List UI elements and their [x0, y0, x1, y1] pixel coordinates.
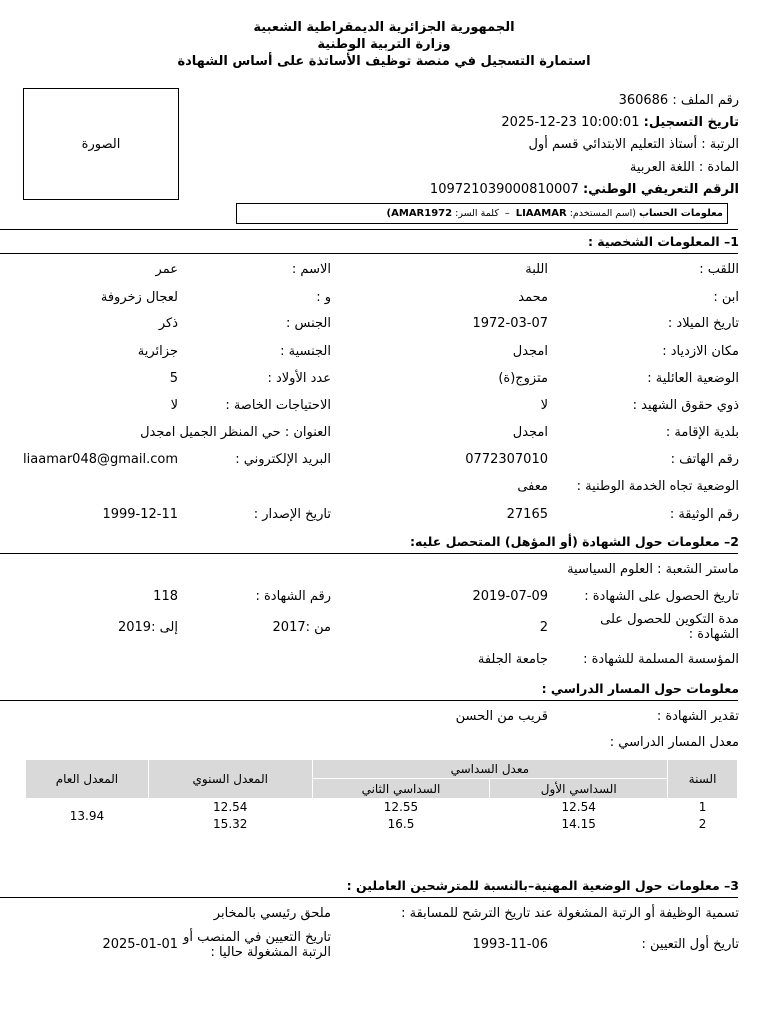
divider [0, 897, 738, 898]
semester2-cell: 12.55 [383, 800, 419, 815]
document-number-label: رقم الوثيقة : [669, 507, 739, 522]
special-needs-label: الاحتياجات الخاصة : [225, 398, 331, 413]
current-appointment-label [183, 930, 331, 960]
section2-title: 2– معلومات حول الشهادة (أو المؤهل) المتحصل عليه: [409, 534, 739, 549]
gender-value: ذكر [158, 316, 178, 331]
general-average-cell: 13.94 [69, 808, 105, 823]
subject-value: اللغة العربية [629, 160, 695, 175]
account-info-box [236, 203, 728, 224]
special-needs-value: لا [170, 398, 178, 413]
family-status-value: متزوج(ة) [498, 371, 548, 386]
divider [0, 253, 738, 254]
residence-label: بلدية الإقامة : [665, 425, 739, 440]
email-label: البريد الإلكتروني : [235, 452, 331, 467]
training-duration-label-line1: مدة التكوين للحصول على [600, 612, 739, 627]
current-appointment-label-line1: تاريخ التعيين في المنصب أو [183, 930, 331, 945]
year-cell: 1 [698, 800, 707, 815]
semester2-cell: 16.5 [387, 817, 415, 831]
address-label: العنوان : [284, 425, 331, 440]
training-duration-value: 2 [539, 620, 548, 635]
first-appointment-value: 1993-11-06 [472, 937, 548, 952]
table-row [26, 799, 738, 816]
photo-label: الصورة [81, 136, 121, 152]
military-service-value: معفى [517, 479, 548, 494]
file-number-label: رقم الملف : [672, 93, 739, 108]
path-average-label: معدل المسار الدراسي : [609, 735, 739, 750]
semester1-cell: 12.54 [561, 800, 596, 815]
form-title: استمارة التسجيل في منصة توظيف الأساتذة على أساس الشهادة [177, 54, 591, 69]
son-of-label: ابن : [713, 290, 739, 305]
divider [0, 553, 738, 554]
year-cell: 2 [698, 817, 707, 831]
job-title-label: تسمية الوظيفة أو الرتبة المشغولة عند تاريخ الترشح للمسابقة : [401, 906, 739, 921]
general-average-header: المعدل العام [26, 760, 149, 799]
nationality-label: الجنسية : [280, 344, 331, 359]
grades-table [25, 759, 738, 833]
username-value: LIAAMAR [515, 208, 567, 219]
address-row [140, 425, 331, 440]
and-label: و : [316, 290, 331, 305]
birthdate-label: تاريخ الميلاد : [667, 316, 739, 331]
obtain-date-value: 2019-07-09 [472, 589, 548, 604]
issue-date-value: 1999-12-11 [102, 507, 178, 522]
divider [0, 229, 738, 230]
martyr-rights-label: ذوي حقوق الشهيد : [632, 398, 739, 413]
subject-label: المادة : [694, 160, 739, 175]
registration-row [501, 115, 739, 130]
annual-cell: 12.54 [213, 800, 248, 815]
header-republic: الجمهورية الجزائرية الديمقراطية الشعبية [253, 20, 515, 35]
grade-value: قريب من الحسن [455, 709, 548, 724]
header-ministry: وزارة التربية الوطنية [317, 37, 451, 52]
file-number-row [619, 93, 739, 108]
current-appointment-label-line2: الرتبة المشغولة حاليا : [210, 945, 331, 960]
from-row [273, 620, 331, 635]
to-value: 2019 [117, 620, 152, 635]
annual-cell: 15.32 [213, 817, 248, 831]
annual-average-header: المعدل السنوي [148, 760, 312, 799]
martyr-rights-value: لا [540, 398, 548, 413]
firstname-value: عمر [155, 262, 178, 277]
divider [0, 700, 738, 701]
birthdate-value: 1972-03-07 [472, 316, 548, 331]
file-number-value: 360686 [618, 93, 669, 108]
job-title-value: ملحق رئيسي بالمخابر [213, 906, 331, 921]
rank-label: الرتبة : [697, 137, 739, 152]
lastname-label: اللقب : [699, 262, 739, 277]
obtain-date-label: تاريخ الحصول على الشهادة : [584, 589, 739, 604]
photo-box [23, 88, 179, 200]
academic-title: معلومات حول المسار الدراسي : [541, 681, 739, 696]
nin-value: 109721039000810007 [429, 182, 579, 197]
account-label: معلومات الحساب [638, 208, 723, 219]
lastname-value: اللبة [525, 262, 548, 277]
first-appointment-label: تاريخ أول التعيين : [641, 937, 739, 952]
institution-label: المؤسسة المسلمة للشهادة : [583, 652, 739, 667]
registration-value: 2025-12-23 10:00:01 [501, 115, 640, 130]
phone-label: رقم الهاتف : [670, 452, 739, 467]
semester1-cell: 14.15 [561, 817, 596, 831]
to-label: إلى : [151, 620, 178, 635]
password-value: AMAR1972) [386, 208, 453, 219]
training-duration-label [600, 612, 739, 642]
residence-value: امجدل [512, 425, 548, 440]
degree-field: ماستر الشعبة : العلوم السياسية [567, 562, 739, 577]
certificate-number-value: 118 [153, 589, 178, 604]
semester1-header: السداسي الأول [490, 779, 668, 799]
year-header: السنة [668, 760, 738, 799]
gender-label: الجنس : [286, 316, 331, 331]
to-row [118, 620, 178, 635]
subject-row [630, 160, 739, 175]
email-value: liaamar048@gmail.com [23, 452, 178, 467]
section3-title: 3– معلومات حول الوضعية المهنية–بالنسبة للمترشحين العاملين : [346, 878, 739, 893]
birthplace-label: مكان الازدياد : [662, 344, 739, 359]
firstname-label: الاسم : [291, 262, 331, 277]
grades-header-row [26, 760, 738, 779]
from-label: من : [305, 620, 331, 635]
certificate-number-label: رقم الشهادة : [255, 589, 331, 604]
son-of-value: محمد [518, 290, 548, 305]
password-label: كلمة السر: [455, 208, 499, 219]
semester2-header: السداسي الثاني [312, 779, 490, 799]
children-label: عدد الأولاد : [267, 371, 331, 386]
military-service-label: الوضعية تجاه الخدمة الوطنية : [576, 479, 739, 494]
rank-row [528, 137, 739, 152]
address-value: حي المنظر الجميل امجدل [140, 425, 281, 440]
rank-value: أستاذ التعليم الابتدائي قسم أول [528, 137, 698, 152]
phone-value: 0772307010 [465, 452, 548, 467]
registration-label: تاريخ التسجيل: [643, 115, 739, 130]
nin-row [430, 182, 739, 197]
issue-date-label: تاريخ الإصدار : [253, 507, 331, 522]
institution-value: جامعة الجلفة [477, 652, 548, 667]
from-value: 2017 [272, 620, 306, 635]
nin-label: الرقم التعريفي الوطني: [582, 182, 739, 197]
section1-title: 1– المعلومات الشخصية : [587, 234, 739, 249]
current-appointment-value: 2025-01-01 [102, 937, 178, 952]
account-separator: – [504, 208, 510, 219]
and-value: لعجال زخروفة [100, 290, 178, 305]
username-label: (اسم المستخدم: [569, 208, 636, 219]
grade-label: تقدير الشهادة : [656, 709, 739, 724]
children-value: 5 [169, 371, 178, 386]
document-number-value: 27165 [506, 507, 548, 522]
family-status-label: الوضعية العائلية : [647, 371, 739, 386]
training-duration-label-line2: الشهادة : [688, 627, 739, 642]
birthplace-value: امجدل [512, 344, 548, 359]
nationality-value: جزائرية [137, 344, 178, 359]
semester-average-header: معدل السداسي [312, 760, 667, 779]
